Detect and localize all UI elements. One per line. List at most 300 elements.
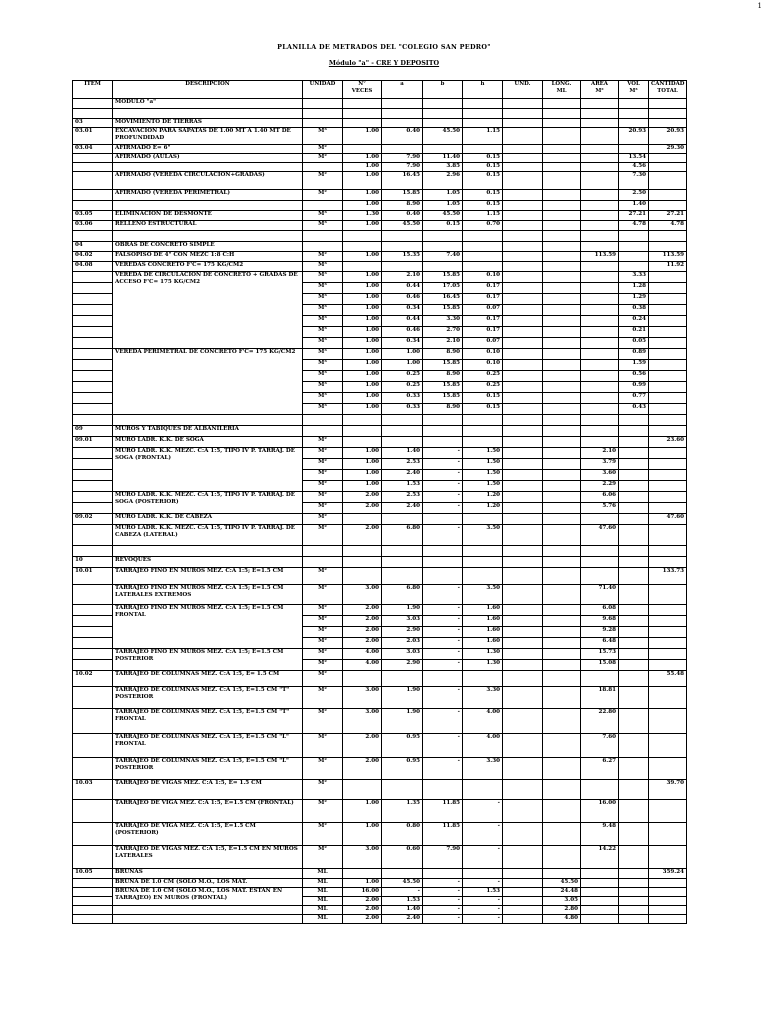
veces-cell: 1.00 (343, 823, 382, 846)
h-cell: 3.50 (463, 585, 503, 605)
unit-cell: M² (303, 252, 343, 262)
item-cell (73, 294, 113, 305)
a-cell: 1.00 (382, 360, 423, 371)
a-cell: 2.53 (382, 492, 423, 503)
item-cell (73, 503, 113, 514)
table-row (73, 221, 687, 231)
table-row (73, 800, 687, 823)
h-cell (463, 426, 503, 437)
header-h: h (463, 81, 503, 99)
und-cell (503, 426, 543, 437)
vol-cell (619, 616, 649, 627)
long-cell (543, 459, 581, 470)
description-cell: MURO LADR. K.K. MEZC. C:A 1:5, TIPO IV P. TARRAJ. DE SOGA (POSTERIOR) (113, 492, 303, 514)
h-cell: - (463, 879, 503, 888)
long-cell (543, 525, 581, 546)
b-cell: - (423, 638, 463, 649)
unit-cell: M² (303, 172, 343, 190)
item-cell (73, 99, 113, 109)
total-cell (649, 906, 687, 915)
veces-cell: 1.00 (343, 294, 382, 305)
und-cell (503, 382, 543, 393)
h-cell: 0.17 (463, 327, 503, 338)
table-row (73, 119, 687, 128)
total-cell (649, 393, 687, 404)
total-cell: 39.70 (649, 780, 687, 800)
long-cell (543, 305, 581, 316)
long-cell (543, 470, 581, 481)
total-cell: 29.30 (649, 145, 687, 154)
a-cell: 1.53 (382, 897, 423, 906)
h-cell (463, 109, 503, 119)
veces-cell: 1.00 (343, 283, 382, 294)
veces-cell: 3.00 (343, 846, 382, 869)
veces-cell (343, 671, 382, 687)
long-cell (543, 404, 581, 415)
area-cell: 71.40 (581, 585, 619, 605)
area-cell: 6.08 (581, 605, 619, 616)
total-cell (649, 382, 687, 393)
a-cell: 1.40 (382, 448, 423, 459)
a-cell: - (382, 888, 423, 897)
vol-cell (619, 459, 649, 470)
long-cell (543, 349, 581, 360)
area-cell (581, 360, 619, 371)
und-cell (503, 231, 543, 242)
description-cell: FALSOPISO DE 4" CON MEZC 1:8 C:H (113, 252, 303, 262)
und-cell (503, 869, 543, 879)
vol-cell (619, 649, 649, 660)
b-cell: - (423, 734, 463, 758)
a-cell: 0.60 (382, 846, 423, 869)
veces-cell (343, 780, 382, 800)
b-cell: 0.15 (423, 221, 463, 231)
veces-cell: 2.00 (343, 616, 382, 627)
description-cell: TARRAJEO FINO EN MUROS MEZ. C:A 1:5; E=1.5 CM (113, 568, 303, 585)
area-cell: 6.06 (581, 492, 619, 503)
description-cell (113, 201, 303, 211)
h-cell: 1.60 (463, 627, 503, 638)
long-cell (543, 272, 581, 283)
h-cell (463, 242, 503, 252)
veces-cell: 1.00 (343, 360, 382, 371)
veces-cell: 1.00 (343, 272, 382, 283)
und-cell (503, 163, 543, 172)
vol-cell (619, 242, 649, 252)
table-row (73, 426, 687, 437)
area-cell: 9.48 (581, 823, 619, 846)
veces-cell: 1.00 (343, 349, 382, 360)
long-cell (543, 481, 581, 492)
b-cell: 2.10 (423, 338, 463, 349)
description-cell (113, 109, 303, 119)
unit-cell: M² (303, 492, 343, 503)
h-cell: 1.53 (463, 888, 503, 897)
long-cell (543, 638, 581, 649)
unit-cell: M² (303, 734, 343, 758)
b-cell: - (423, 897, 463, 906)
table-row (73, 190, 687, 201)
a-cell (382, 514, 423, 525)
vol-cell (619, 448, 649, 459)
b-cell: 3.30 (423, 316, 463, 327)
item-cell (73, 525, 113, 546)
und-cell (503, 294, 543, 305)
und-cell (503, 327, 543, 338)
h-cell: 1.60 (463, 616, 503, 627)
item-cell (73, 305, 113, 316)
total-cell (649, 201, 687, 211)
h-cell (463, 780, 503, 800)
vol-cell: 27.21 (619, 211, 649, 221)
vol-cell: 0.38 (619, 305, 649, 316)
description-cell: TARRAJEO DE VIGAS MEZ. C:A 1:5, E=1.5 CM EN MUROS LATERALES (113, 846, 303, 869)
b-cell (423, 780, 463, 800)
long-cell (543, 649, 581, 660)
h-cell (463, 514, 503, 525)
header-descripcion: DESCRIPCION (113, 81, 303, 99)
a-cell: 6.80 (382, 585, 423, 605)
und-cell (503, 503, 543, 514)
veces-cell: 3.00 (343, 709, 382, 734)
h-cell (463, 99, 503, 109)
item-cell (73, 163, 113, 172)
description-cell: TARRAJEO DE VIGA MEZ. C:A 1:5, E=1.5 CM (FRONTAL) (113, 800, 303, 823)
vol-cell: 0.77 (619, 393, 649, 404)
a-cell: 0.34 (382, 338, 423, 349)
a-cell: 2.90 (382, 627, 423, 638)
vol-cell: 4.78 (619, 221, 649, 231)
a-cell (382, 242, 423, 252)
long-cell (543, 231, 581, 242)
table-row (73, 172, 687, 190)
vol-cell (619, 546, 649, 557)
item-cell (73, 649, 113, 660)
und-cell (503, 415, 543, 426)
area-cell (581, 119, 619, 128)
table-row (73, 231, 687, 242)
item-cell (73, 481, 113, 492)
veces-cell: 1.00 (343, 201, 382, 211)
unit-cell: M³ (303, 349, 343, 360)
h-cell: - (463, 800, 503, 823)
table-row (73, 758, 687, 780)
b-cell: 45.50 (423, 128, 463, 145)
long-cell (543, 780, 581, 800)
area-cell: 16.00 (581, 800, 619, 823)
unit-cell: M² (303, 780, 343, 800)
b-cell: 2.70 (423, 327, 463, 338)
item-cell (73, 638, 113, 649)
area-cell (581, 568, 619, 585)
veces-cell: 2.00 (343, 627, 382, 638)
table-row (73, 879, 687, 888)
unit-cell (303, 426, 343, 437)
long-cell: 2.80 (543, 906, 581, 915)
table-row (73, 99, 687, 109)
area-cell: 14.22 (581, 846, 619, 869)
header-a: a (382, 81, 423, 99)
table-row (73, 649, 687, 660)
h-cell: 0.25 (463, 382, 503, 393)
h-cell: 0.15 (463, 154, 503, 163)
long-cell (543, 557, 581, 568)
und-cell (503, 404, 543, 415)
vol-cell (619, 415, 649, 426)
long-cell (543, 201, 581, 211)
unit-cell: M² (303, 649, 343, 660)
area-cell: 15.73 (581, 649, 619, 660)
area-cell (581, 780, 619, 800)
veces-cell: 2.00 (343, 897, 382, 906)
vol-cell (619, 145, 649, 154)
und-cell (503, 154, 543, 163)
long-cell (543, 616, 581, 627)
header-veces: N° VECES (343, 81, 382, 99)
description-cell: TARRAJEO FINO EN MUROS MEZ. C:A 1:5; E=1.5 CM LATERALES EXTREMOS (113, 585, 303, 605)
area-cell: 2.10 (581, 448, 619, 459)
und-cell (503, 448, 543, 459)
h-cell: 0.15 (463, 190, 503, 201)
unit-cell: M² (303, 503, 343, 514)
table-row (73, 915, 687, 924)
a-cell: 1.40 (382, 906, 423, 915)
long-cell (543, 163, 581, 172)
vol-cell (619, 879, 649, 888)
vol-cell (619, 627, 649, 638)
veces-cell: 2.00 (343, 525, 382, 546)
unit-cell: ML (303, 906, 343, 915)
area-cell (581, 272, 619, 283)
long-cell (543, 242, 581, 252)
h-cell: 1.20 (463, 503, 503, 514)
a-cell: 2.90 (382, 660, 423, 671)
description-cell: AFIRMADO (AULAS) (113, 154, 303, 163)
a-cell (382, 557, 423, 568)
und-cell (503, 145, 543, 154)
und-cell (503, 638, 543, 649)
unit-cell: ML (303, 879, 343, 888)
item-cell (73, 109, 113, 119)
und-cell (503, 605, 543, 616)
total-cell (649, 492, 687, 503)
long-cell (543, 128, 581, 145)
total-cell (649, 660, 687, 671)
area-cell (581, 305, 619, 316)
a-cell (382, 671, 423, 687)
h-cell (463, 437, 503, 448)
area-cell: 113.59 (581, 252, 619, 262)
description-cell: TARRAJEO DE COLUMNAS MEZ. C:A 1:5, E=1.5 CM "L" POSTERIOR (113, 758, 303, 780)
description-cell: AFIRMADO (VEREDA CIRCULACION+GRADAS) (113, 172, 303, 190)
long-cell (543, 585, 581, 605)
item-cell (73, 459, 113, 470)
und-cell (503, 349, 543, 360)
long-cell (543, 382, 581, 393)
unit-cell: M³ (303, 316, 343, 327)
description-cell: TARRAJEO DE VIGA MEZ. C:A 1:5, E=1.5 CM (POSTERIOR) (113, 823, 303, 846)
total-cell (649, 109, 687, 119)
total-cell (649, 338, 687, 349)
und-cell (503, 823, 543, 846)
item-cell (73, 660, 113, 671)
h-cell: 1.50 (463, 459, 503, 470)
item-cell (73, 734, 113, 758)
total-cell (649, 585, 687, 605)
h-cell (463, 568, 503, 585)
total-cell (649, 283, 687, 294)
area-cell (581, 415, 619, 426)
total-cell (649, 360, 687, 371)
h-cell: 0.15 (463, 393, 503, 404)
unit-cell (303, 99, 343, 109)
b-cell (423, 415, 463, 426)
vol-cell (619, 671, 649, 687)
vol-cell (619, 514, 649, 525)
und-cell (503, 262, 543, 272)
total-cell: 23.60 (649, 437, 687, 448)
long-cell (543, 109, 581, 119)
h-cell: 1.60 (463, 638, 503, 649)
total-cell (649, 242, 687, 252)
veces-cell: 1.00 (343, 404, 382, 415)
area-cell (581, 145, 619, 154)
total-cell (649, 163, 687, 172)
vol-cell: 20.93 (619, 128, 649, 145)
area-cell (581, 201, 619, 211)
total-cell: 133.73 (649, 568, 687, 585)
total-cell: 47.60 (649, 514, 687, 525)
h-cell: 1.15 (463, 128, 503, 145)
item-cell: 03 (73, 119, 113, 128)
vol-cell: 7.30 (619, 172, 649, 190)
a-cell: 6.80 (382, 525, 423, 546)
veces-cell (343, 437, 382, 448)
area-cell (581, 671, 619, 687)
h-cell: 1.60 (463, 605, 503, 616)
unit-cell: M³ (303, 360, 343, 371)
table-row (73, 525, 687, 546)
und-cell (503, 190, 543, 201)
unit-cell: M² (303, 846, 343, 869)
vol-cell (619, 426, 649, 437)
b-cell (423, 109, 463, 119)
b-cell: - (423, 605, 463, 616)
item-cell (73, 492, 113, 503)
table-row (73, 514, 687, 525)
item-cell (73, 154, 113, 163)
und-cell (503, 671, 543, 687)
table-row (73, 557, 687, 568)
long-cell (543, 869, 581, 879)
header-unidad: UNIDAD (303, 81, 343, 99)
und-cell (503, 734, 543, 758)
a-cell: 2.40 (382, 503, 423, 514)
h-cell: 1.50 (463, 470, 503, 481)
metrados-sheet (72, 80, 686, 924)
long-cell (543, 119, 581, 128)
und-cell (503, 915, 543, 924)
veces-cell: 1.00 (343, 448, 382, 459)
unit-cell: ML (303, 915, 343, 924)
unit-cell (303, 231, 343, 242)
item-cell (73, 201, 113, 211)
unit-cell: M³ (303, 294, 343, 305)
b-cell: 3.85 (423, 163, 463, 172)
veces-cell: 2.00 (343, 605, 382, 616)
b-cell: - (423, 879, 463, 888)
h-cell (463, 262, 503, 272)
h-cell: 0.15 (463, 163, 503, 172)
vol-cell (619, 231, 649, 242)
total-cell (649, 470, 687, 481)
unit-cell: M² (303, 145, 343, 154)
a-cell: 0.80 (382, 823, 423, 846)
description-cell (113, 163, 303, 172)
und-cell (503, 492, 543, 503)
a-cell: 45.50 (382, 879, 423, 888)
a-cell: 1.53 (382, 481, 423, 492)
table-row (73, 128, 687, 145)
und-cell (503, 687, 543, 709)
vol-cell: 0.43 (619, 404, 649, 415)
veces-cell (343, 145, 382, 154)
vol-cell: 13.54 (619, 154, 649, 163)
veces-cell (343, 568, 382, 585)
header-item: ITEM (73, 81, 113, 99)
description-cell: VEREDA DE CIRCULACION DE CONCRETO + GRADAS DE ACCESO F'C= 175 KG/CM2 (113, 272, 303, 349)
area-cell: 5.76 (581, 503, 619, 514)
a-cell: 2.03 (382, 638, 423, 649)
total-cell (649, 404, 687, 415)
und-cell (503, 242, 543, 252)
b-cell: - (423, 481, 463, 492)
b-cell (423, 514, 463, 525)
long-cell (543, 415, 581, 426)
b-cell: - (423, 448, 463, 459)
long-cell: 4.80 (543, 915, 581, 924)
description-cell: TARRAJEO FINO EN MUROS MEZ. C:A 1:5; E=1.5 CM POSTERIOR (113, 649, 303, 671)
h-cell: - (463, 915, 503, 924)
area-cell: 3.60 (581, 470, 619, 481)
veces-cell (343, 546, 382, 557)
vol-cell (619, 568, 649, 585)
item-cell (73, 897, 113, 906)
veces-cell (343, 119, 382, 128)
unit-cell: M³ (303, 128, 343, 145)
unit-cell (303, 415, 343, 426)
metrados-table (72, 80, 687, 924)
vol-cell: 1.29 (619, 294, 649, 305)
description-cell: RELLENO ESTRUCTURAL (113, 221, 303, 231)
vol-cell (619, 492, 649, 503)
description-cell (113, 906, 303, 915)
table-row (73, 734, 687, 758)
item-cell (73, 846, 113, 869)
h-cell: 0.15 (463, 172, 503, 190)
und-cell (503, 758, 543, 780)
area-cell (581, 327, 619, 338)
unit-cell (303, 109, 343, 119)
unit-cell: M³ (303, 221, 343, 231)
item-cell: 04.02 (73, 252, 113, 262)
und-cell (503, 616, 543, 627)
b-cell: 16.45 (423, 294, 463, 305)
description-cell: BRUÑA DE 1.0 CM (SOLO M.O., LOS MAT. ESTAN EN TARRAJEO) EN MUROS (FRONTAL) (113, 888, 303, 906)
a-cell: 7.90 (382, 154, 423, 163)
h-cell: 1.50 (463, 481, 503, 492)
h-cell: - (463, 897, 503, 906)
